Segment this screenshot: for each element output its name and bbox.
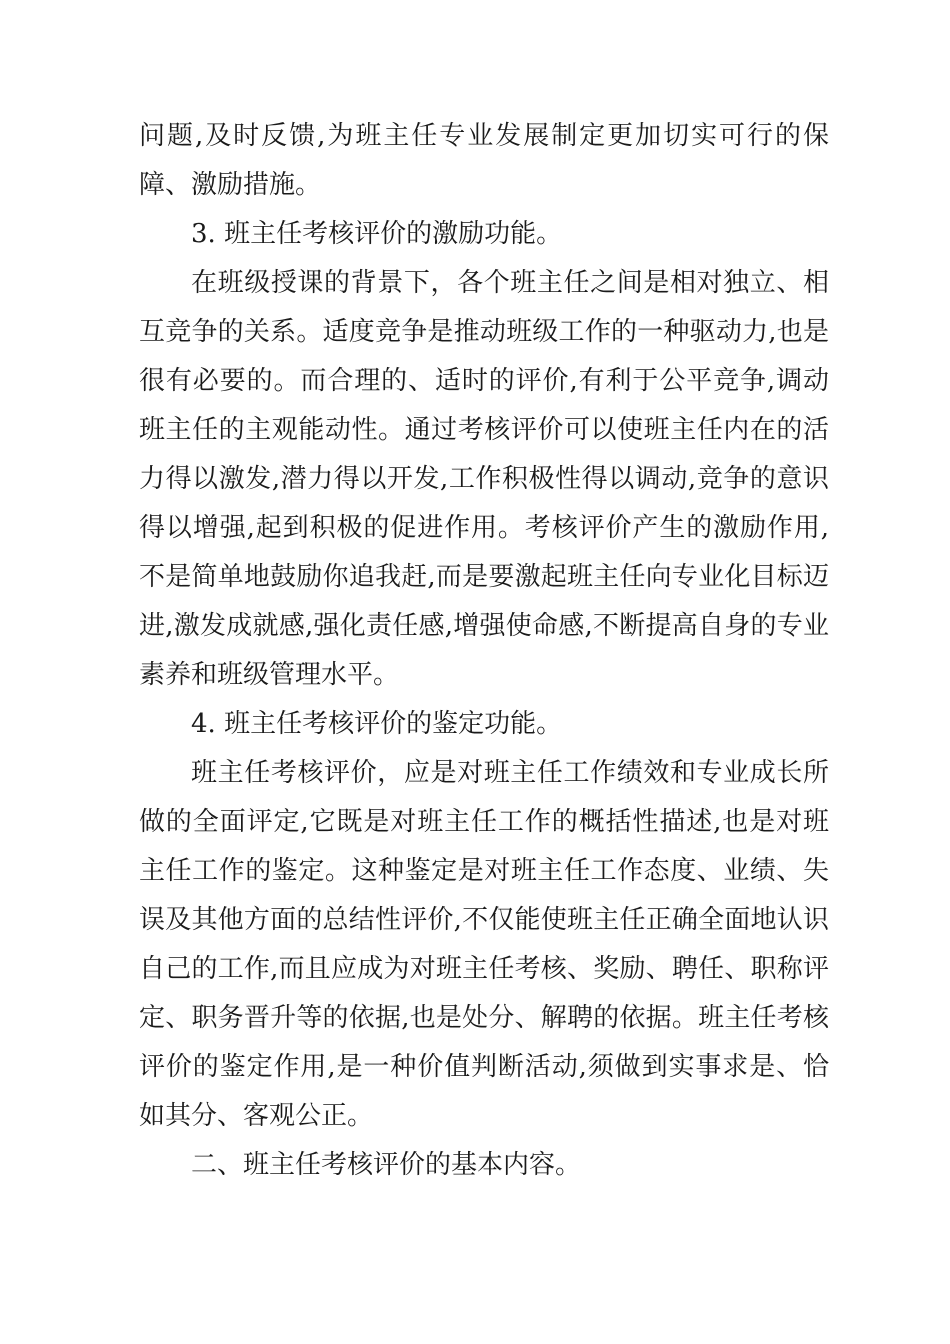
document-body (139, 112, 829, 1190)
heading-basic-content: 二、班主任考核评价的基本内容。 (191, 1150, 582, 1180)
heading-incentive-function: 3. 班主任考核评价的激励功能。 (191, 219, 563, 249)
paragraph-appraisal: 班主任考核评价，应是对班主任工作绩效和专业成长所做的全面评定,它既是对班主任工作的概括性描述,也是对班主任工作的鉴定。这种鉴定是对班主任工作态度、业绩、失误及其他方面的总结性评价,不仅能使班主任正确全面地认识自己的工作,而且应成为对班主任考核、奖励、聘任、职称评定、职务晋升等的依据,也是处分、解聘的依据。班主任考核评价的鉴定作用,是一种价值判断活动,须做到实事求是、恰如其分、客观公正。 (139, 758, 829, 1131)
paragraph-incentive: 在班级授课的背景下，各个班主任之间是相对独立、相互竞争的关系。适度竞争是推动班级工作的一种驱动力,也是很有必要的。而合理的、适时的评价,有利于公平竞争,调动班主任的主观能动性。通过考核评价可以使班主任内在的活力得以激发,潜力得以开发,工作积极性得以调动,竞争的意识得以增强,起到积极的促进作用。考核评价产生的激励作用,不是简单地鼓励你追我赶,而是要激起班主任向专业化目标迈进,激发成就感,强化责任感,增强使命感,不断提高自身的专业素养和班级管理水平。 (139, 268, 829, 690)
paragraph-continuation: 问题,及时反馈,为班主任专业发展制定更加切实可行的保障、激励措施。 (139, 121, 829, 200)
heading-appraisal-function: 4. 班主任考核评价的鉴定功能。 (191, 709, 563, 739)
